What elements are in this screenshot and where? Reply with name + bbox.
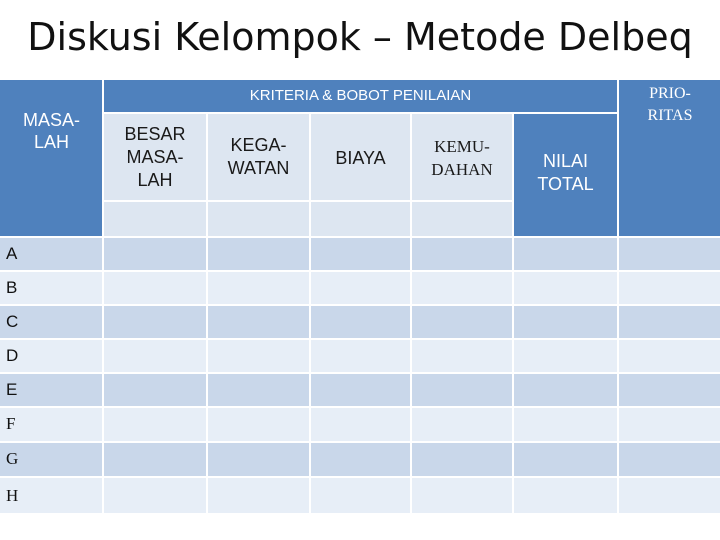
kegawatan-header: KEGA- WATAN <box>227 135 290 178</box>
row-label-e: E <box>6 380 18 399</box>
besar-masalah-header: BESAR MASA- LAH <box>124 123 186 190</box>
row-label-h: H <box>6 486 19 505</box>
nilai-total-header: NILAI TOTAL <box>537 151 594 194</box>
masalah-header: MASA- LAH <box>22 110 80 152</box>
row-label-f: F <box>6 414 16 433</box>
page-title: Diskusi Kelompok – Metode Delbeq <box>27 15 693 59</box>
prioritas-header: PRIO- RITAS <box>647 85 693 124</box>
row-label-d: D <box>6 346 19 365</box>
row-label-b: B <box>6 278 18 297</box>
row-label-a: A <box>6 244 18 263</box>
kemudahan-header: KEMU- DAHAN <box>431 137 493 179</box>
row-label-c: C <box>6 312 19 331</box>
biaya-header: BIAYA <box>335 147 386 168</box>
kriteria-group-header: KRITERIA & BOBOT PENILAIAN <box>249 86 472 104</box>
row-label-g: G <box>6 449 19 468</box>
